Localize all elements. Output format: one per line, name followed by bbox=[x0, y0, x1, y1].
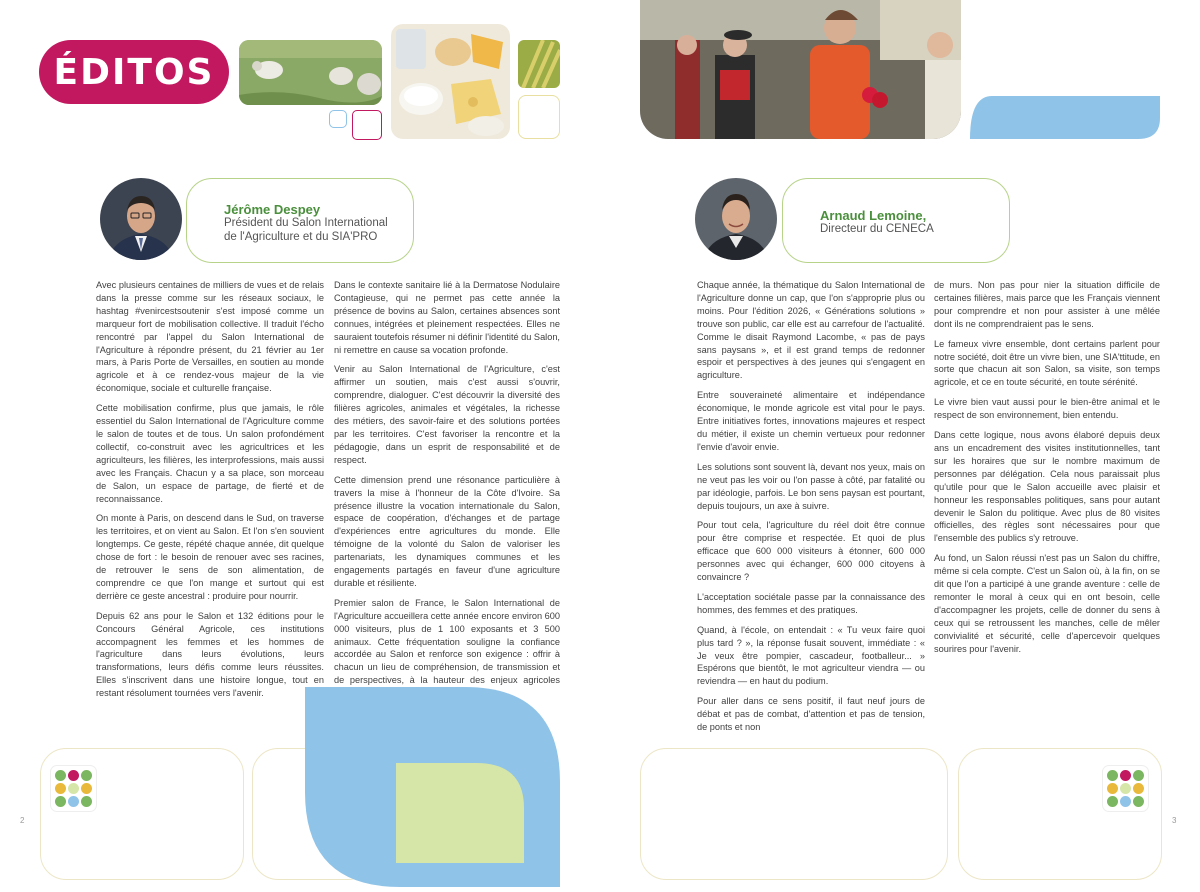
right-column-2 bbox=[934, 279, 1160, 662]
page-number-right: 3 bbox=[1172, 816, 1177, 825]
paragraph: Dans le contexte sanitaire lié à la Dermatose Nodulaire Contagieuse, qui ne permet pas cette année la présence de bovins au Salon, certaines absences sont connues, intégrées et pleinement respectées. Elles ne sauraient toutefois résumer ni définir l'identité du Salon, ni remettre en cause sa vocation profonde. bbox=[334, 280, 560, 355]
paragraph: L'acceptation sociétale passe par la connaissance des hommes, des femmes et des pratiques. bbox=[697, 591, 925, 615]
dairy-products-photo bbox=[391, 24, 510, 139]
right-column-1 bbox=[697, 279, 925, 741]
wheat-photo bbox=[518, 40, 560, 88]
decor-card-right-1 bbox=[640, 748, 948, 880]
salon-crowd-photo bbox=[640, 0, 961, 139]
paragraph: Pour tout cela, l'agriculture du réel doit être connue pour être comprise et respectée. Et quoi de plus efficace que 600 000 visiteurs à étonner, 600 000 personnes avec qui échanger, 600 000 citoyens à convaincre ? bbox=[697, 520, 925, 583]
person-role-right: Directeur du CENECA bbox=[820, 223, 934, 235]
paragraph: Entre souveraineté alimentaire et indépendance économique, le monde agricole est vital pour le pays. Entre initiatives fortes, innovations majeures et respect du métier, il existe un chemin vertueux pour redonner l'envie d'avoir envie. bbox=[697, 390, 925, 452]
arnaud-lemoine-portrait bbox=[695, 178, 777, 260]
decor-square-yellow bbox=[518, 95, 560, 139]
salon-logo-left bbox=[51, 766, 96, 811]
paragraph: de murs. Non pas pour nier la situation difficile de certaines filières, mais parce que les Français viennent pour comprendre et non pour assister à une mêlée dont ils ne comprendraient pas le sens. bbox=[934, 280, 1160, 329]
paragraph: Quand, à l'école, on entendait : « Tu veux faire quoi plus tard ? », la réponse fusait souvent, immédiate : « Je veux être pompier, cascadeur, footballeur... » Espérons que bientôt, le mot agriculteur viendra — ou reviendra — en haut du podium. bbox=[697, 624, 925, 687]
decor-square-blue bbox=[329, 110, 347, 128]
paragraph: Le vivre bien vaut aussi pour le bien-être animal et le respect de son environnement, bien entendu. bbox=[934, 397, 1160, 421]
blue-tab-shape bbox=[970, 96, 1160, 139]
paragraph: Le fameux vivre ensemble, dont certains parlent pour notre société, doit être un vivre bien, une SIA'ttitude, en sorte que chacun ait son Salon, sa visite, son temps agricole, et ce en toute sécurité, en toute sérénité. bbox=[934, 338, 1160, 388]
person-role-left: Président du Salon International de l'Agriculture et du SIA'PRO bbox=[224, 217, 388, 243]
paragraph: Premier salon de France, le Salon International de l'Agriculture accueillera cette année encore environ 600 000 visiteurs, plus de 1 100 exposants et 3 500 animaux. Cette fréquentation souligne la confiance accordée au Salon et renforce son exigence : offrir à chacun un lieu de compréhension, de transmission et de perspectives, à la hauteur des enjeux agricoles bbox=[334, 597, 560, 686]
paragraph: Pour aller dans ce sens positif, il faut neuf jours de débat et pas de combat, d'attention et pas de tension, de ponts et non bbox=[697, 696, 925, 733]
paragraph: Au fond, un Salon réussi n'est pas un Salon du chiffre, même si cela compte. C'est un Salon où, à la fin, on se dit que l'on a participé à une grande aventure : celle de remonter le moral à ceux qui en ont besoin, celle d'accompagner les projets, celle de donner du sens à ceux qui se retroussent les manches, celle de mêler convivialité et sécurité, celle d'apercevoir quelques sourires pour l'avenir. bbox=[934, 553, 1160, 654]
page-title: ÉDITOS bbox=[39, 40, 229, 104]
decor-square-magenta bbox=[352, 110, 382, 140]
salon-logo-right bbox=[1103, 766, 1148, 811]
left-column-2 bbox=[334, 279, 560, 707]
sheep-photo bbox=[239, 40, 382, 105]
person-name-left: Jérôme Despey bbox=[224, 202, 321, 217]
left-column-1 bbox=[96, 279, 324, 707]
paragraph: Dans cette logique, nous avons élaboré depuis deux ans un encadrement des visites institutionnelles, tant sur les horaires que sur le nombre maximum de personnes par délégation. Cela nous paraissait plus qu'utile pour que le Salon accueille avec plaisir et honneur les responsables politiques, sans pour autant devenir le Salon du politique. Avec plus de 80 visites officielles, des règles sont nécessaires pour que l'ensemble des publics s'y retrouve. bbox=[934, 430, 1160, 544]
paragraph: Cette mobilisation confirme, plus que jamais, le rôle essentiel du Salon International de l'Agriculture comme le salon de toutes et de tous. Un salon profondément collectif, co-construit avec les agricultrices et les agriculteurs, les filières, les interprofessions, mais aussi avec les Français. Chacun y a sa place, son morceau de Salon, un espace de partage, de fierté et de reconnaissance. bbox=[96, 403, 324, 504]
page-number-left: 2 bbox=[20, 816, 25, 825]
paragraph: Chaque année, la thématique du Salon International de l'Agriculture donne un cap, que l'on s'approprie plus ou moins. Pour l'édition 2026, « Générations solutions » trouve son public, car elle est au carrefour de l'actualité. Comme le disait Raymond Lacombe, « pas de pays sans paysans », et il est grand temps de redonner espoir et perspectives à des jeunes qui s'engagent en agriculture. bbox=[697, 280, 925, 381]
jerome-despey-portrait bbox=[100, 178, 182, 260]
green-leaf-shape bbox=[396, 763, 524, 863]
paragraph: Venir au Salon International de l'Agriculture, c'est affirmer un soutien, mais c'est aussi s'ouvrir, comprendre, dialoguer. C'est découvrir la diversité des filières agricoles, animales et végétales, la richesse des métiers, des savoir-faire et des solutions portées par les territoires. C'est favoriser la rencontre et la pédagogie, dans un esprit de responsabilité et de respect. bbox=[334, 364, 560, 465]
paragraph: Avec plusieurs centaines de milliers de vues et de relais dans la presse comme sur les réseaux sociaux, le hashtag #venircestsoutenir s'est imposé comme un marqueur fort de mobilisation collective. Il traduit l'écho rencontré par l'appel du Salon International de l'Agriculture à répondre présent, du 21 février au 1er mars, à Paris Porte de Versailles, en soutien au monde agricole et à ce rendez-vous majeur de la vie économique, sociale et culturelle française. bbox=[96, 280, 324, 394]
paragraph: Depuis 62 ans pour le Salon et 132 éditions pour le Concours Général Agricole, ces institutions accompagnent les femmes et les hommes de l'agriculture dans leurs évolutions, leurs transformations, leurs défis comme leurs réussites. Elles s'inscrivent dans une histoire longue, tout en restant résolument tournées vers l'avenir. bbox=[96, 610, 324, 699]
person-name-right: Arnaud Lemoine, bbox=[820, 208, 927, 223]
paragraph: On monte à Paris, on descend dans le Sud, on traverse les territoires, et on vient au Salon. Et l'on s'en souvient longtemps. Ce geste, répété chaque année, dit quelque chose de fort : le besoin de renouer avec ses racines, de retrouver le sens de son alimentation, de comprendre ce que l'on mange et surtout qui est derrière ce geste ancestral : produire pour nourrir. bbox=[96, 513, 324, 601]
paragraph: Cette dimension prend une résonance particulière à travers la mise à l'honneur de la Côte d'Ivoire. Sa présence illustre la vocation internationale du Salon, espace de coopération, d'échanges et de partage d'expériences entre agricultures du monde. Elle témoigne de la volonté du Salon de valoriser les partenariats, les dynamiques communes et les engagements partagés en faveur d'une agriculture durable et résiliente. bbox=[334, 474, 560, 588]
paragraph: Les solutions sont souvent là, devant nos yeux, mais on ne veut pas les voir ou l'on passe à côté, par fatalité ou par idéologie, parfois. Le bon sens paysan est pourtant, depuis toujours, un axe à suivre. bbox=[697, 461, 925, 511]
